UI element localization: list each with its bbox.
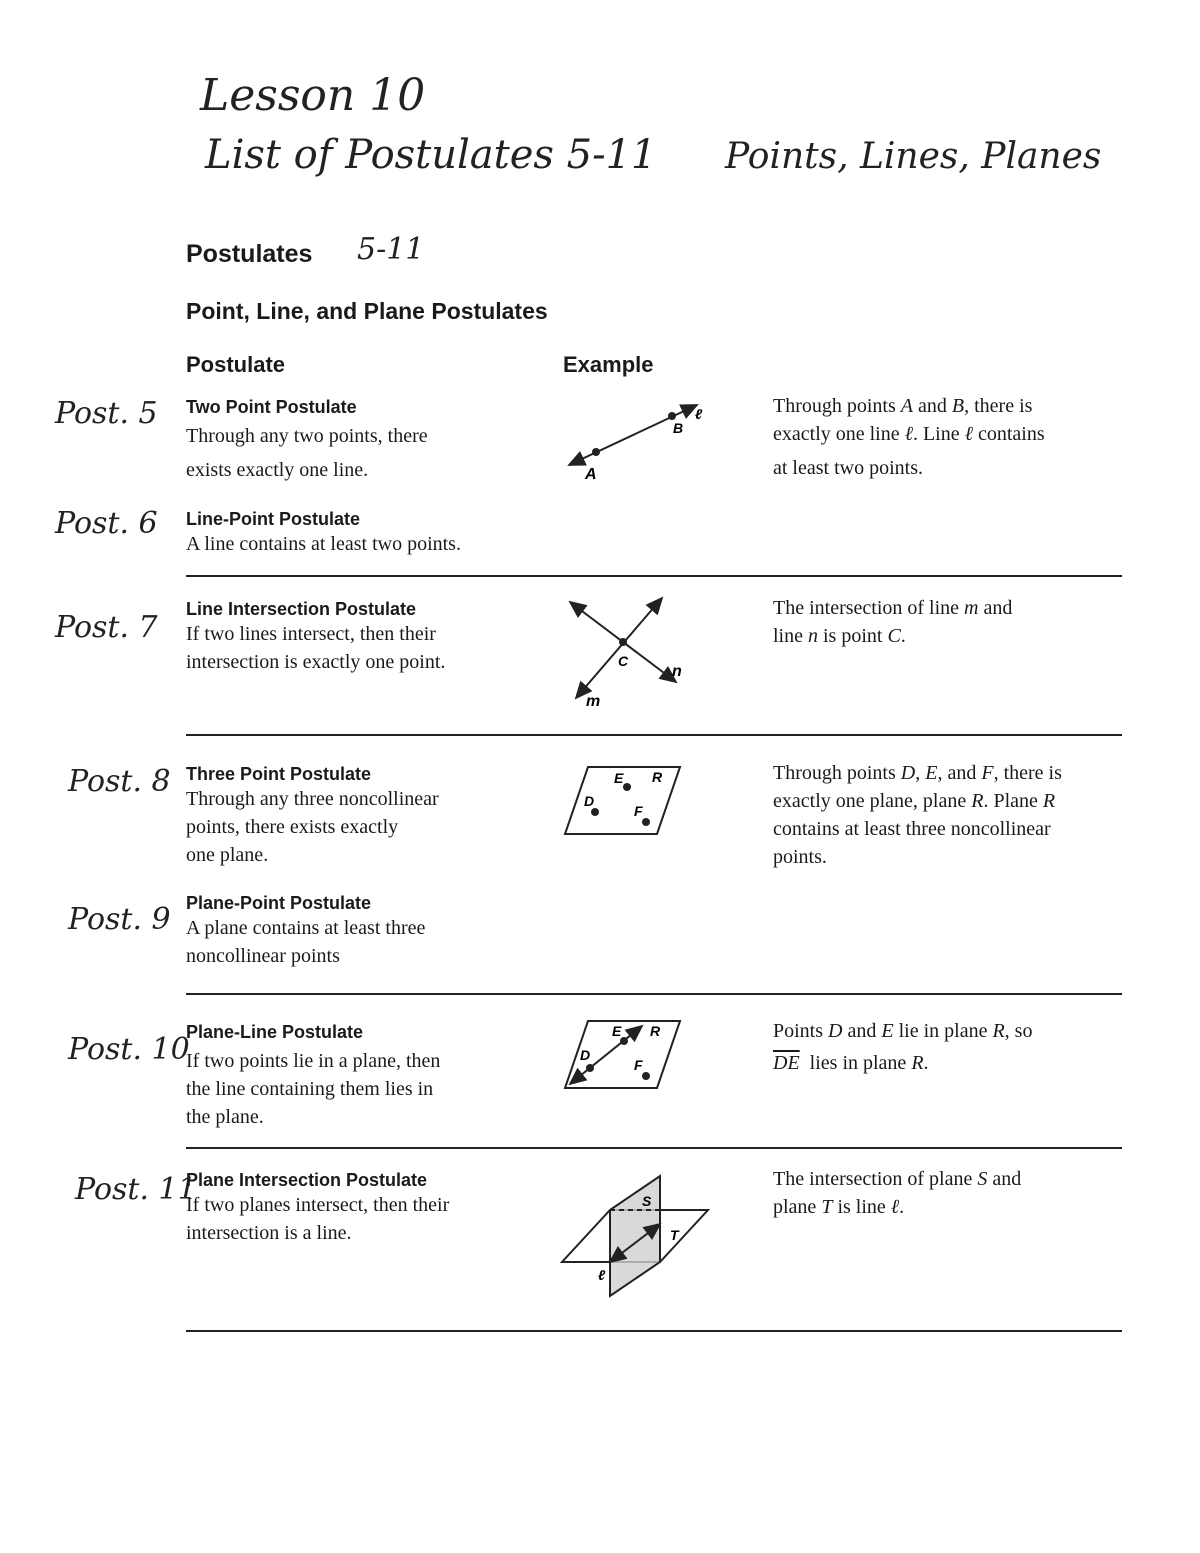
postulate-line: intersection is exactly one point.	[186, 651, 446, 673]
figure-plane-intersection	[560, 1170, 710, 1310]
divider	[186, 1330, 1122, 1332]
postulate-9	[186, 892, 556, 970]
postulate-8	[186, 763, 556, 869]
postulate-line: the plane.	[186, 1106, 264, 1128]
postulate-title: Two Point Postulate	[186, 397, 357, 417]
label-r: R	[652, 769, 663, 785]
margin-note: Post. 8	[68, 764, 171, 799]
margin-note: Post. 10	[68, 1032, 190, 1067]
column-header-postulate: Postulate	[186, 352, 286, 377]
point-c	[619, 638, 627, 646]
point-b	[668, 412, 676, 420]
postulate-line: points, there exists exactly	[186, 816, 399, 838]
margin-note: Post. 5	[55, 396, 158, 431]
example-line: exactly one line ℓ. Line ℓ contains	[773, 423, 1045, 445]
divider	[186, 1147, 1122, 1149]
postulate-line: the line containing them lies in	[186, 1078, 434, 1100]
label-c: C	[618, 653, 629, 669]
page-heading: Postulates	[186, 240, 313, 268]
point-f	[642, 818, 650, 826]
margin-note: Post. 7	[55, 610, 158, 645]
point-d	[591, 808, 599, 816]
column-header-example: Example	[563, 352, 654, 377]
postulate-line: A line contains at least two points.	[186, 533, 461, 555]
label-m: m	[586, 693, 601, 710]
postulate-line: If two planes intersect, then their	[186, 1194, 450, 1216]
plane-s	[610, 1176, 660, 1296]
divider	[186, 993, 1122, 995]
margin-note: Post. 11	[75, 1172, 197, 1207]
example-8	[773, 759, 1123, 871]
label-e: E	[612, 1023, 622, 1039]
postulate-6	[186, 508, 556, 558]
section-title: Point, Line, and Plane Postulates	[186, 298, 548, 324]
label-n: n	[672, 663, 682, 680]
lesson-title: Lesson 10	[200, 70, 426, 121]
postulate-line: noncollinear points	[186, 945, 340, 967]
example-11	[773, 1165, 1123, 1221]
postulate-11	[186, 1169, 556, 1247]
label-f: F	[634, 803, 643, 819]
margin-note: Post. 9	[68, 902, 171, 937]
postulate-title: Line-Point Postulate	[186, 509, 361, 529]
postulate-title: Plane Intersection Postulate	[186, 1170, 428, 1190]
postulate-title: Plane-Point Postulate	[186, 893, 372, 913]
postulate-title: Three Point Postulate	[186, 764, 372, 784]
label-b: B	[673, 420, 684, 436]
divider	[186, 734, 1122, 736]
label-a: A	[585, 466, 597, 483]
example-line: contains at least three noncollinear	[773, 818, 1051, 840]
postulate-line: A plane contains at least three	[186, 917, 426, 939]
figure-line-intersection	[560, 592, 700, 712]
postulate-7	[186, 598, 556, 676]
label-d: D	[584, 793, 595, 809]
label-t: T	[670, 1227, 679, 1243]
label-l: ℓ	[598, 1267, 606, 1283]
postulate-line: Through any three noncollinear	[186, 788, 439, 810]
label-f: F	[634, 1057, 643, 1073]
figure-two-point-line	[555, 395, 725, 485]
label-r: R	[650, 1023, 661, 1039]
point-f	[642, 1072, 650, 1080]
example-7	[773, 594, 1123, 650]
example-line: $\overline{DE}$ lies in plane R.	[773, 1052, 929, 1074]
figure-plane-r	[560, 762, 690, 842]
figure-plane-line	[560, 1016, 690, 1096]
postulate-5	[186, 396, 556, 484]
lesson-subtitle: List of Postulates 5-11	[205, 132, 657, 178]
postulate-line: one plane.	[186, 844, 269, 866]
example-line: The intersection of line m and	[773, 597, 1013, 619]
example-line: exactly one plane, plane R. Plane R	[773, 790, 1056, 812]
line-m	[576, 598, 662, 698]
example-10	[773, 1017, 1123, 1077]
postulate-line: Through any two points, there	[186, 425, 428, 447]
label-d: D	[580, 1047, 591, 1063]
handwritten-range: 5-11	[357, 232, 425, 267]
label-e: E	[614, 770, 624, 786]
example-line: Through points D, E, and F, there is	[773, 762, 1062, 784]
example-line: at least two points.	[773, 457, 923, 479]
postulate-line: If two lines intersect, then their	[186, 623, 436, 645]
example-line: plane T is line ℓ.	[773, 1196, 905, 1218]
lesson-topics: Points, Lines, Planes	[725, 136, 1102, 177]
point-e	[623, 783, 631, 791]
example-line: Points D and E lie in plane R, so	[773, 1020, 1033, 1042]
label-l: ℓ	[695, 406, 703, 422]
postulate-title: Plane-Line Postulate	[186, 1022, 364, 1042]
divider	[186, 575, 1122, 577]
postulate-title: Line Intersection Postulate	[186, 599, 417, 619]
point-a	[592, 448, 600, 456]
postulate-10	[186, 1021, 556, 1131]
example-line: The intersection of plane S and	[773, 1168, 1022, 1190]
example-line: points.	[773, 846, 827, 868]
margin-note: Post. 6	[55, 506, 158, 541]
label-s: S	[642, 1193, 652, 1209]
example-line: Through points A and B, there is	[773, 395, 1033, 417]
postulate-line: If two points lie in a plane, then	[186, 1050, 441, 1072]
example-5	[773, 392, 1123, 482]
point-d	[586, 1064, 594, 1072]
postulate-line: exists exactly one line.	[186, 459, 369, 481]
example-line: line n is point C.	[773, 625, 906, 647]
postulate-line: intersection is a line.	[186, 1222, 352, 1244]
